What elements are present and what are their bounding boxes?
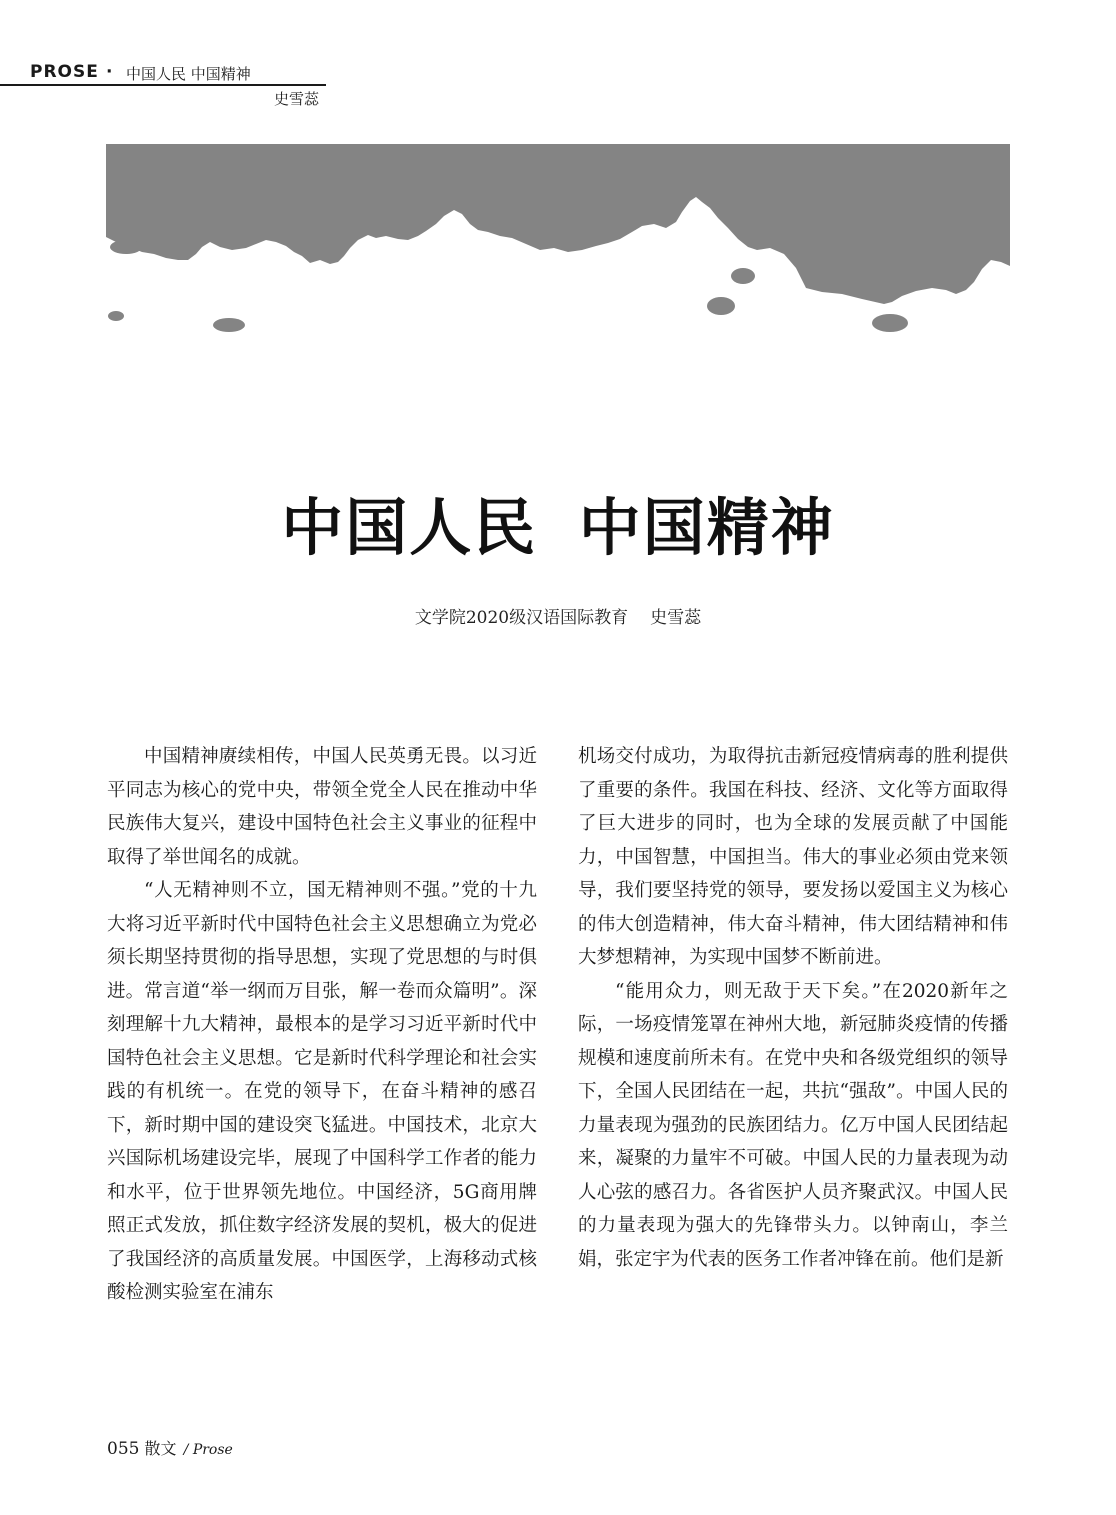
page-number: 055 [107, 1439, 140, 1459]
article-title: 中国人民 中国精神 [281, 491, 835, 564]
banner-ink-island [213, 318, 245, 332]
banner-ink-island [872, 314, 908, 332]
banner-ink-island [110, 240, 142, 254]
byline-author: 史雪蕊 [650, 608, 702, 628]
paragraph: “能用众力，则无敌于天下矣。”在2020新年之际，一场疫情笼罩在神州大地，新冠肺炎疫情的传播规模和速度前所未有。在党中央和各级党组织的领导下，全国人民团结在一起，共抗“强敌”。中国人民的力量表现为强劲的民族团结力。亿万中国人民团结起来，凝聚的力量牢不可破。中国人民的力量表现为动人心弦的感召力。各省医护人员齐聚武汉。中国人民的力量表现为强大的先锋带头力。以钟南山，李兰娟，张定宇为代表的医务工作者冲锋在前。他们是新 [578, 980, 1008, 1270]
banner-ink-island [731, 268, 755, 284]
paragraph: 机场交付成功，为取得抗击新冠疫情病毒的胜利提供了重要的条件。我国在科技、经济、文化等方面取得了巨大进步的同时，也为全球的发展贡献了中国能力，中国智慧，中国担当。伟大的事业必须由党来领导，我们要坚持党的领导，要发扬以爱国主义为核心的伟大创造精神，伟大奋斗精神，伟大团结精神和伟大梦想精神，为实现中国梦不断前进。 [578, 746, 1008, 968]
left-column [107, 740, 537, 1310]
section-label: PROSE [30, 62, 99, 82]
ink-landscape-banner [106, 144, 1010, 342]
header-title: 中国人民 中国精神 [126, 65, 251, 83]
page-footer [107, 1436, 233, 1459]
banner-ink-island [108, 311, 124, 321]
paragraph: “人无精神则不立，国无精神则不强。”党的十九大将习近平新时代中国特色社会主义思想确立为党必须长期坚持贯彻的指导思想，实现了党思想的与时俱进。常言道“举一纲而万目张，解一卷而众篇明”。深刻理解十九大精神，最根本的是学习习近平新时代中国特色社会主义思想。它是新时代科学理论和社会实践的有机统一。在党的领导下，在奋斗精神的感召下，新时期中国的建设突飞猛进。中国技术，北京大兴国际机场建设完毕，展现了中国科学工作者的能力和水平，位于世界领先地位。中国经济，5G商用牌照正式发放，抓住数字经济发展的契机，极大的促进了我国经济的高质量发展。中国医学，上海移动式核酸检测实验室在浦东 [107, 880, 537, 1303]
paragraph: 中国精神赓续相传，中国人民英勇无畏。以习近平同志为核心的党中央，带领全党全人民在推动中华民族伟大复兴，建设中国特色社会主义事业的征程中取得了举世闻名的成就。 [107, 746, 537, 868]
magazine-name: 散文 [144, 1439, 177, 1458]
banner-ink-island [707, 297, 735, 315]
header-author: 史雪蕊 [274, 90, 320, 108]
header-separator: · [106, 62, 113, 82]
byline-affiliation: 文学院2020级汉语国际教育 [414, 608, 629, 628]
right-column [578, 740, 1008, 1276]
byline [0, 603, 1116, 628]
magazine-name-en: / Prose [183, 1442, 233, 1458]
banner-ink-mass [106, 144, 1010, 304]
